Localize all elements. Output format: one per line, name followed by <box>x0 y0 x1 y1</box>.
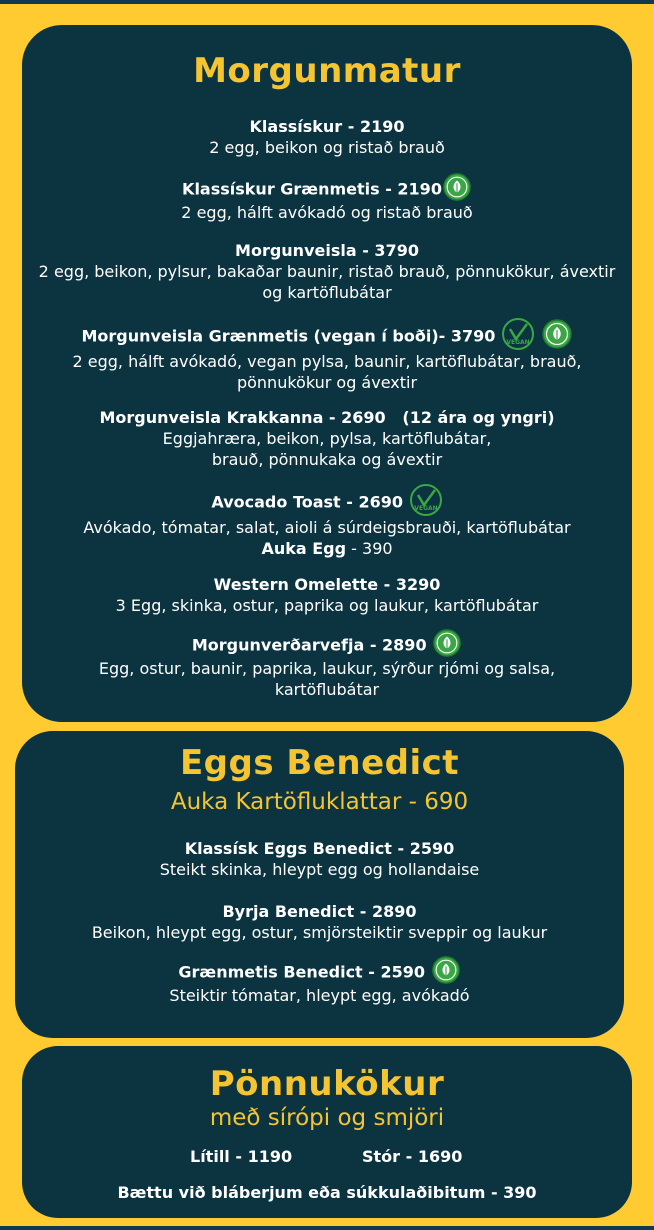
section-title: Morgunmatur <box>193 51 461 91</box>
menu-item <box>15 838 624 880</box>
item-description: Steikt skinka, hleypt egg og hollandaise <box>159 860 480 879</box>
vegan-icon <box>409 483 443 517</box>
item-name: Morgunverðarvefja - 2890 <box>191 635 427 655</box>
item-name: Western Omelette - 3290 <box>213 575 441 594</box>
item-description: Avókado, tómatar, salat, aioli á súrdeigsbrauði, kartöflubátar <box>83 518 571 537</box>
section-subtitle: Auka Kartöfluklattar - 690 <box>170 789 469 815</box>
item-name: Klassísk Eggs Benedict - 2590 <box>184 839 455 858</box>
menu-item <box>15 901 624 943</box>
vegetarian-leaf-icon <box>541 318 573 350</box>
large-size-price: Stór - 1690 <box>362 1147 463 1166</box>
top-border <box>0 0 654 4</box>
vegetarian-leaf-icon <box>432 628 462 658</box>
extra-price: - 390 <box>346 539 393 558</box>
menu-item <box>22 240 632 303</box>
ponnukokur-section <box>22 1046 632 1218</box>
menu-item <box>22 178 632 223</box>
item-description: 3 Egg, skinka, ostur, paprika og laukur, kartöflubátar <box>115 596 539 615</box>
eggs-benedict-section <box>15 731 624 1038</box>
small-size-price: Lítill - 1190 <box>190 1147 293 1166</box>
item-name: Klassískur Grænmetis - 2190 <box>182 179 442 199</box>
bottom-border <box>0 1226 654 1230</box>
addon-text: Bættu við bláberjum eða súkkulaðibitum - 390 <box>117 1183 537 1202</box>
item-name: Morgunveisla Krakkanna - 2690 (12 ára og yngri) <box>99 408 555 427</box>
item-description: 2 egg, hálft avókadó, vegan pylsa, baunir, kartöflubátar, brauð, pönnukökur og ávextir <box>72 352 582 392</box>
menu-item <box>22 407 632 470</box>
menu-item <box>22 634 632 700</box>
item-description: Eggjahræra, beikon, pylsa, kartöflubátar, brauð, pönnukaka og ávextir <box>162 429 492 469</box>
section-title: Pönnukökur <box>209 1064 445 1104</box>
section-title: Eggs Benedict <box>179 743 460 783</box>
svg-text:VEGAN: VEGAN <box>506 339 530 346</box>
item-name: Avocado Toast - 2690 <box>211 492 403 512</box>
item-description: Beikon, hleypt egg, ostur, smjörsteiktir sveppir og laukur <box>91 923 548 942</box>
section-subtitle: með sírópi og smjöri <box>209 1105 445 1131</box>
item-name: Grænmetis Benedict - 2590 <box>178 962 426 982</box>
item-name: Morgunveisla - 3790 <box>235 241 419 260</box>
item-description: 2 egg, beikon, pylsur, bakaðar baunir, ristað brauð, pönnukökur, ávextir og kartöflubátar <box>38 262 616 302</box>
item-name: Byrja Benedict - 2890 <box>222 902 417 921</box>
item-description: Steiktir tómatar, hleypt egg, avókadó <box>169 986 470 1005</box>
menu-item <box>22 574 632 616</box>
item-description: 2 egg, beikon og ristað brauð <box>209 138 445 157</box>
item-name: Klassískur - 2190 <box>249 117 405 136</box>
vegetarian-leaf-icon <box>442 172 472 202</box>
extra-name: Auka Egg <box>261 539 347 558</box>
vegetarian-leaf-icon <box>431 955 461 985</box>
morgunmatur-section <box>22 25 632 722</box>
item-description: Egg, ostur, baunir, paprika, laukur, sýrður rjómi og salsa, kartöflubátar <box>98 659 556 699</box>
svg-text:VEGAN: VEGAN <box>413 505 438 512</box>
menu-item <box>22 323 632 393</box>
vegan-icon <box>501 317 535 351</box>
menu-item <box>22 116 632 158</box>
item-name: Morgunveisla Grænmetis (vegan í boði)- 3790 <box>81 326 496 346</box>
menu-item <box>15 961 624 1006</box>
menu-item <box>22 489 632 559</box>
item-description: 2 egg, hálft avókadó og ristað brauð <box>181 203 473 222</box>
